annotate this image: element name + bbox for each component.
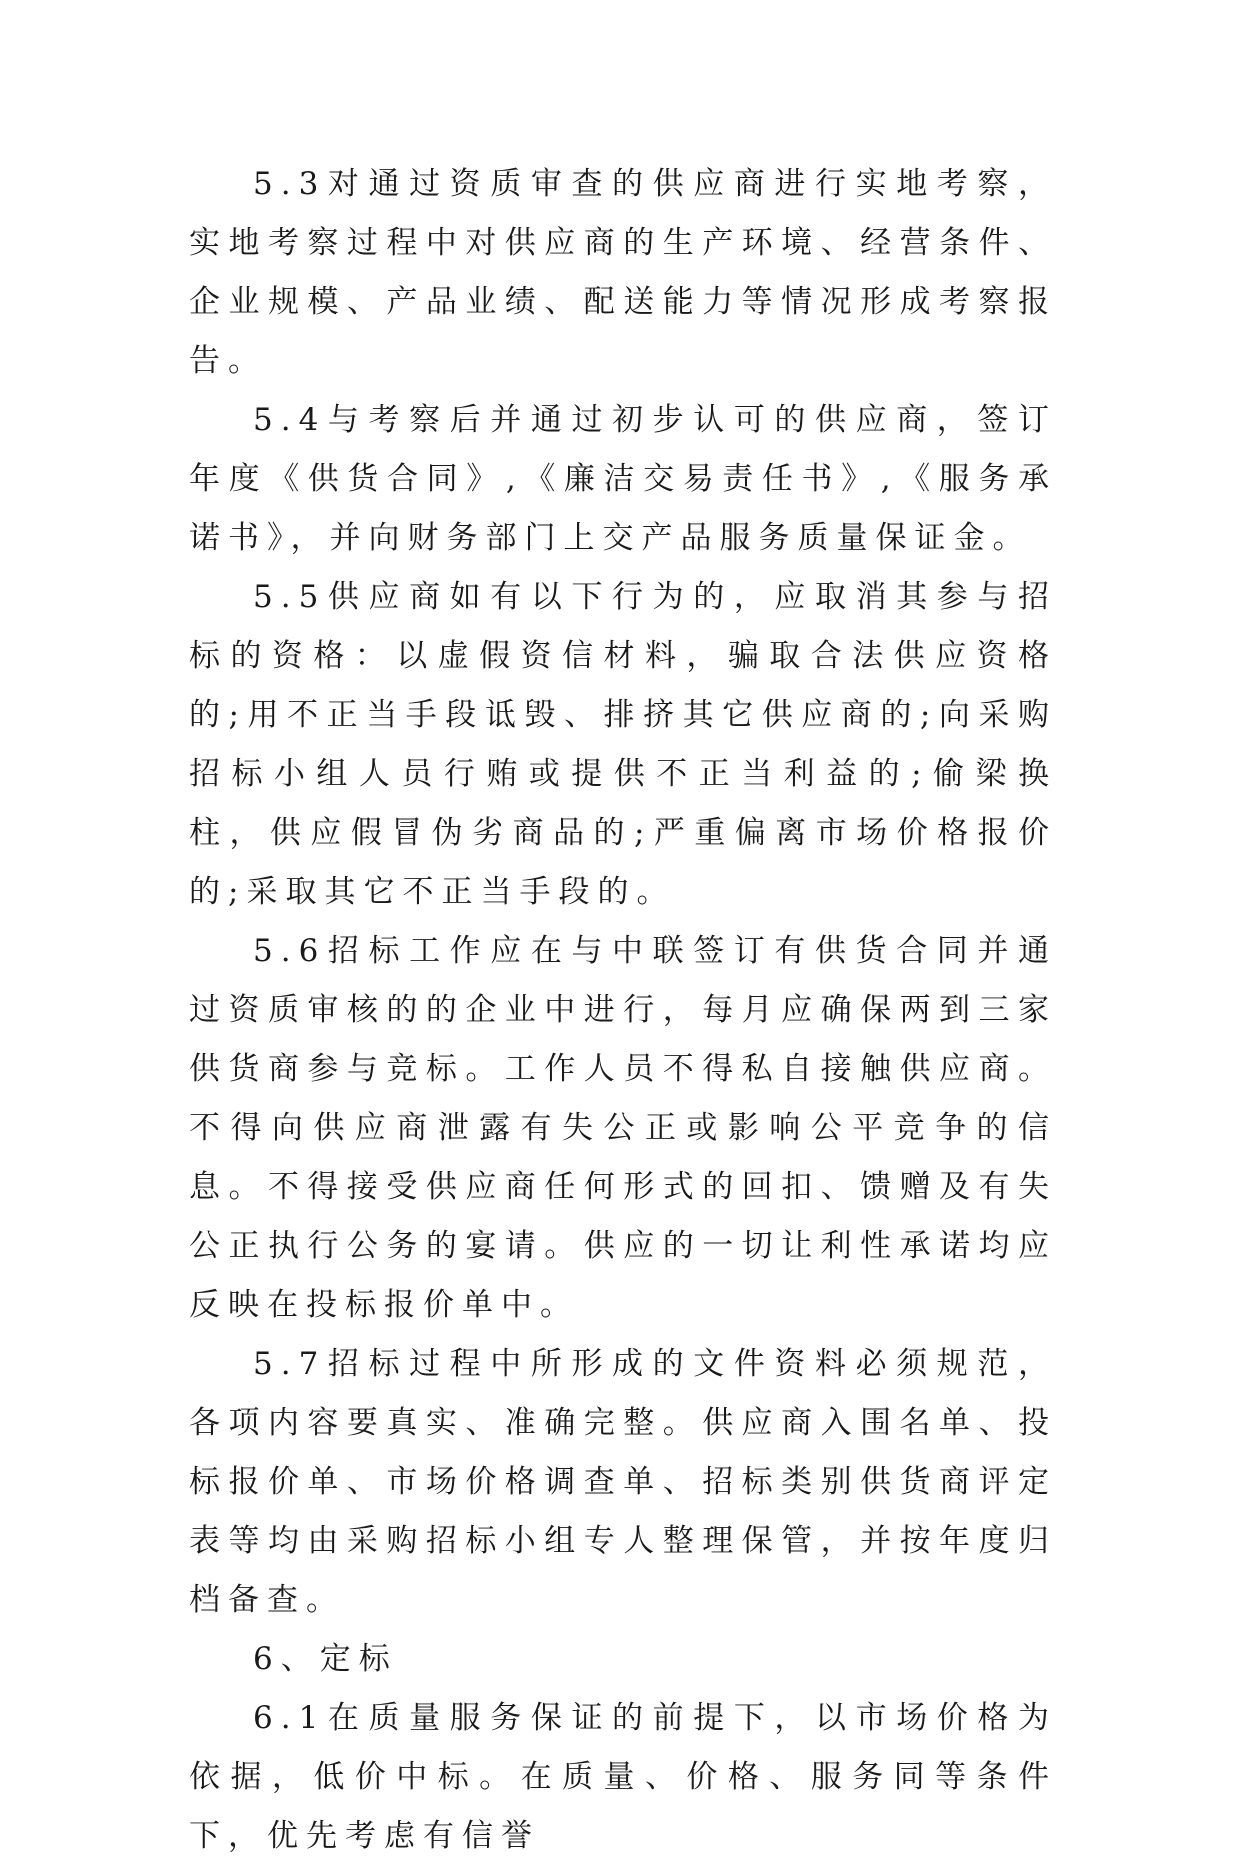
section-heading-6: 6、定标 — [253, 1641, 398, 1677]
paragraph-5-6: 5.6招标工作应在与中联签订有供货合同并通过资质审核的的企业中进行，每月应确保两到三家供货商参与竞标。工作人员不得私自接触供应商。不得向供应商泄露有失公正或影响公平竞争的信息。不得接受供应商任何形式的回扣、馈赠及有失公正执行公务的宴请。供应的一切让利性承诺均应反映在投标报价单中。 — [189, 933, 1057, 1323]
paragraph-5-4: 5.4与考察后并通过初步认可的供应商，签订年度《供货合同》,《廉洁交易责任书》,《服务承诺书》，并向财务部门上交产品服务质量保证金。 — [189, 402, 1057, 556]
paragraph-5-5: 5.5供应商如有以下行为的，应取消其参与招标的资格：以虚假资信材料，骗取合法供应资格的;用不正当手段诋毁、排挤其它供应商的;向采购招标小组人员行贿或提供不正当利益的;偷梁换柱，供应假冒伪劣商品的;严重偏离市场价格报价的;采取其它不正当手段的。 — [189, 579, 1057, 910]
paragraph-5-3: 5.3对通过资质审查的供应商进行实地考察，实地考察过程中对供应商的生产环境、经营条件、企业规模、产品业绩、配送能力等情况形成考察报告。 — [189, 166, 1057, 379]
paragraph-5-7: 5.7招标过程中所形成的文件资料必须规范，各项内容要真实、准确完整。供应商入围名单、投标报价单、市场价格调查单、招标类别供货商评定表等均由采购招标小组专人整理保管，并按年度归档备查。 — [189, 1346, 1057, 1618]
paragraph-6-1: 6.1在质量服务保证的前提下，以市场价格为依据，低价中标。在质量、价格、服务同等条件下，优先考虑有信誉 — [189, 1700, 1057, 1854]
document-body — [189, 155, 1057, 1866]
